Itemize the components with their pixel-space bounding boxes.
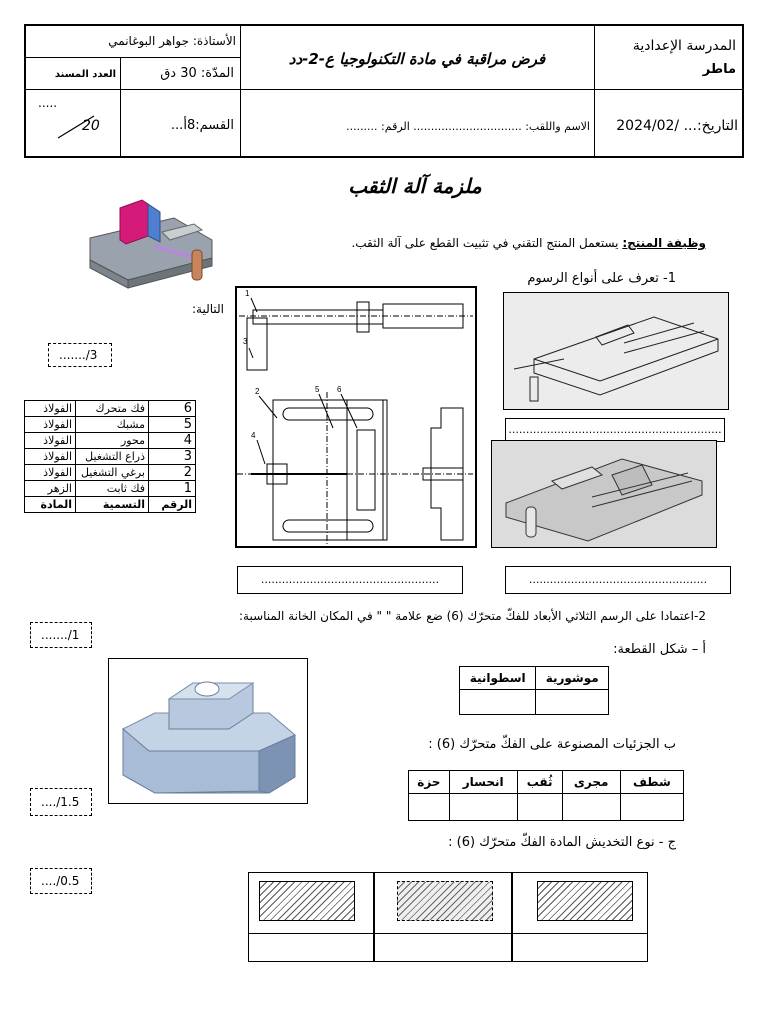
cell-number: 1: [149, 481, 196, 497]
function-text: يستعمل المنتج التقني في تثبيت القطع على آلة الثقب.: [351, 236, 623, 250]
hatch-option-3: [537, 881, 633, 921]
drawing-label-3: 3: [243, 337, 248, 346]
feature-check[interactable]: [517, 794, 562, 821]
drawing-label-2: 2: [255, 387, 260, 396]
feature-check[interactable]: [562, 794, 620, 821]
cell-material: الفولاذ: [25, 449, 76, 465]
feature-label: ثُقب: [517, 771, 562, 794]
table-row: [25, 417, 196, 433]
feature-check[interactable]: [620, 794, 683, 821]
parts-table: [24, 400, 196, 513]
cell-name: مشبك: [76, 417, 149, 433]
name-line: الاسم واللقب: ............................... الرقم: .........: [346, 120, 590, 133]
score-box-q2c: ..../0.5: [30, 868, 92, 894]
vise-3d-illustration: [84, 188, 216, 294]
score-box-q2b: ..../1.5: [30, 788, 92, 816]
question-2c: ج - نوع التخديش المادة الفكّ متحرّك (6) :: [448, 835, 676, 850]
score-box-q2a: ......./1: [30, 622, 92, 648]
table-row: [25, 433, 196, 449]
table-row: [25, 449, 196, 465]
cell-material: الفولاذ: [25, 433, 76, 449]
cell-name: ذراع التشغيل: [76, 449, 149, 465]
grade-total: 20: [82, 118, 100, 134]
drawing-label-4: 4: [251, 431, 256, 440]
features-header-row: [409, 771, 684, 794]
shape-option-prismatic: موشورية: [536, 667, 609, 690]
hatch-option-2: [397, 881, 493, 921]
answer-box-bottom-left[interactable]: ...................................................: [237, 566, 463, 594]
feature-check[interactable]: [409, 794, 450, 821]
question-2-title: 2-اعتمادا على الرسم الثلاثي الأبعاد للفكّ متحرّك (6) ضع علامة " " في المكان الخانة المناسبة:: [239, 609, 706, 623]
question-1-title: 1- تعرف على أنواع الرسوم: [527, 271, 676, 286]
header-box: [24, 24, 744, 158]
exam-title: فرض مراقبة في مادة التكنولوجيا ع-2-دد: [288, 50, 546, 68]
cell-number: 3: [149, 449, 196, 465]
cell-number: 6: [149, 401, 196, 417]
shape-option-cylindrical: اسطوانية: [460, 667, 536, 690]
header-material: المادة: [25, 497, 76, 513]
parts-table-header: [25, 497, 196, 513]
cell-material: الفولاذ: [25, 417, 76, 433]
grade-label: العدد المسند: [54, 69, 116, 80]
features-table: [408, 770, 684, 821]
hatch-check-3[interactable]: [513, 935, 647, 961]
duration: المدّة: 30 دق: [160, 66, 234, 81]
function-line: [250, 236, 706, 250]
table-row: [25, 465, 196, 481]
date-field: التاريخ:... /2024/02: [616, 118, 738, 134]
grade-dots: .....: [38, 96, 58, 110]
drawing-label-6: 6: [337, 385, 342, 394]
cell-name: محور: [76, 433, 149, 449]
shape-check-prismatic[interactable]: [536, 690, 609, 715]
question-2a: أ – شكل القطعة:: [613, 642, 706, 657]
cell-number: 2: [149, 465, 196, 481]
table-row: [25, 401, 196, 417]
moving-jaw-image: [108, 658, 308, 804]
feature-label: انحسار: [449, 771, 517, 794]
drawing-label-1: 1: [245, 289, 250, 298]
cell-material: الفولاذ: [25, 465, 76, 481]
page-title: ملزمة آلة الثقب: [348, 174, 482, 198]
features-check-row: [409, 794, 684, 821]
isometric-drawing-2: [491, 440, 717, 548]
feature-check[interactable]: [449, 794, 517, 821]
feature-label: حزة: [409, 771, 450, 794]
isometric-drawing-1: [503, 292, 729, 410]
score-box-q1: ......./3: [48, 343, 112, 367]
hatch-check-2[interactable]: [375, 935, 509, 961]
header-number: الرقم: [149, 497, 196, 513]
answer-box-top-right[interactable]: .............................................................: [505, 418, 725, 442]
feature-label: مجرى: [562, 771, 620, 794]
cell-name: فك ثابت: [76, 481, 149, 497]
teacher-name: الأستاذة: جواهر البوغانمي: [108, 34, 236, 48]
answer-box-bottom-right[interactable]: ...................................................: [505, 566, 731, 594]
header-name: التسمية: [76, 497, 149, 513]
cell-material: الزهر: [25, 481, 76, 497]
question-1-continued: التالية:: [191, 302, 224, 316]
drawing-label-5: 5: [315, 385, 320, 394]
town-name: ماطر: [702, 62, 736, 77]
hatch-option-1: [259, 881, 355, 921]
technical-drawing: [235, 286, 477, 548]
cell-number: 5: [149, 417, 196, 433]
class-field: القسم:8أ...: [170, 118, 234, 133]
hatch-check-1[interactable]: [249, 935, 371, 961]
question-2b: ب الجزئيات المصنوعة على الفكّ متحرّك (6) :: [428, 737, 676, 752]
shape-table: [459, 666, 609, 715]
school-name: المدرسة الإعدادية: [632, 38, 736, 54]
cell-name: برغي التشغيل: [76, 465, 149, 481]
cell-material: الفولاذ: [25, 401, 76, 417]
table-row: [25, 481, 196, 497]
feature-label: شطف: [620, 771, 683, 794]
shape-check-cylindrical[interactable]: [460, 690, 536, 715]
function-label: وظيفة المنتج:: [622, 236, 706, 250]
cell-name: فك متحرك: [76, 401, 149, 417]
hatching-table: [248, 872, 648, 962]
cell-number: 4: [149, 433, 196, 449]
